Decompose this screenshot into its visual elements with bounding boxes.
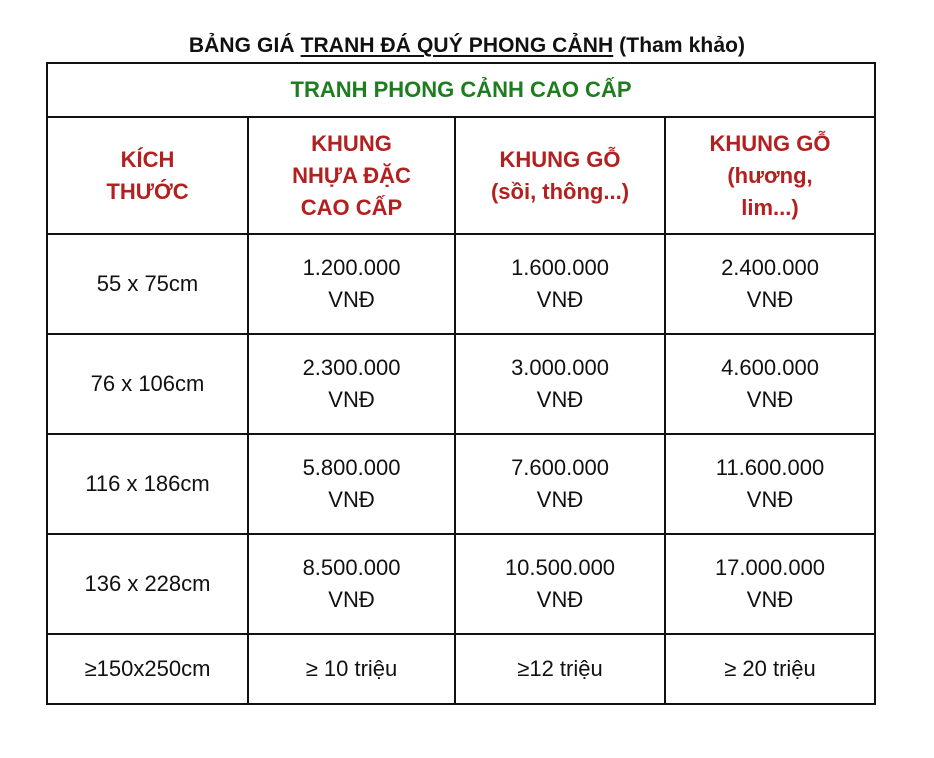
header-wood-frame-premium: [665, 117, 875, 234]
title-prefix: BẢNG GIÁ: [188, 34, 301, 57]
price-cell: [248, 534, 455, 634]
table-row: [47, 434, 875, 534]
price-cell: ≥12 triệu: [455, 634, 665, 704]
table-row: [47, 634, 875, 704]
price-table: [46, 62, 876, 705]
header-plastic-frame: [248, 117, 455, 234]
price-unit: VNĐ: [536, 287, 584, 312]
price-amount: 11.600.000: [715, 455, 825, 480]
size-cell: 136 x 228cm: [47, 534, 248, 634]
price-cell: ≥ 10 triệu: [248, 634, 455, 704]
price-cell: [455, 234, 665, 334]
price-amount: 1.200.000: [302, 255, 401, 280]
price-unit: VNĐ: [746, 387, 794, 412]
price-unit: VNĐ: [328, 587, 375, 612]
header-line: (hương,: [727, 162, 813, 188]
price-unit: VNĐ: [746, 487, 794, 512]
price-amount: 8.500.000: [302, 555, 401, 580]
price-cell: [455, 334, 665, 434]
header-line: KHUNG GỖ: [499, 146, 621, 172]
price-cell: [248, 234, 455, 334]
header-row: [47, 117, 875, 234]
header-line: lim...): [741, 194, 799, 220]
price-amount: 2.300.000: [302, 355, 401, 380]
price-amount: 2.400.000: [721, 255, 819, 280]
price-unit: VNĐ: [746, 587, 794, 612]
title-suffix: (Tham khảo): [613, 34, 746, 57]
price-cell: ≥ 20 triệu: [665, 634, 875, 704]
price-unit: VNĐ: [328, 487, 375, 512]
section-title-row: [47, 63, 875, 117]
price-amount: 17.000.000: [714, 555, 826, 580]
price-unit: VNĐ: [746, 287, 794, 312]
price-cell: [455, 434, 665, 534]
table-row: [47, 234, 875, 334]
price-unit: VNĐ: [328, 287, 375, 312]
table-row: [47, 534, 875, 634]
price-unit: VNĐ: [536, 587, 584, 612]
size-cell: 76 x 106cm: [47, 334, 248, 434]
title-underlined: TRANH ĐÁ QUÝ PHONG CẢNH: [300, 34, 614, 57]
price-cell: [248, 334, 455, 434]
header-line: KHUNG: [311, 130, 392, 156]
size-cell: 55 x 75cm: [47, 234, 248, 334]
size-cell: 116 x 186cm: [47, 434, 248, 534]
price-cell: [248, 434, 455, 534]
price-cell: [665, 234, 875, 334]
header-line: NHỰA ĐẶC: [292, 162, 411, 188]
price-cell: [665, 434, 875, 534]
price-cell: [665, 334, 875, 434]
header-line: (sồi, thông...): [490, 178, 630, 204]
price-amount: 3.000.000: [511, 355, 609, 380]
table-row: [47, 334, 875, 434]
price-amount: 10.500.000: [504, 555, 616, 580]
section-title: TRANH PHONG CẢNH CAO CẤP: [47, 63, 875, 117]
price-unit: VNĐ: [328, 387, 375, 412]
price-unit: VNĐ: [536, 487, 584, 512]
price-amount: 5.800.000: [302, 455, 401, 480]
header-line: KÍCH: [120, 146, 175, 172]
price-amount: 7.600.000: [511, 455, 609, 480]
size-cell: ≥150x250cm: [47, 634, 248, 704]
page-title: [0, 34, 934, 58]
header-size: [47, 117, 248, 234]
price-amount: 1.600.000: [511, 255, 609, 280]
header-line: THƯỚC: [106, 178, 189, 204]
price-cell: [665, 534, 875, 634]
header-line: KHUNG GỖ: [709, 130, 831, 156]
header-line: CAO CẤP: [300, 194, 403, 220]
price-amount: 4.600.000: [721, 355, 819, 380]
price-cell: [455, 534, 665, 634]
price-unit: VNĐ: [536, 387, 584, 412]
header-wood-frame-oak: [455, 117, 665, 234]
